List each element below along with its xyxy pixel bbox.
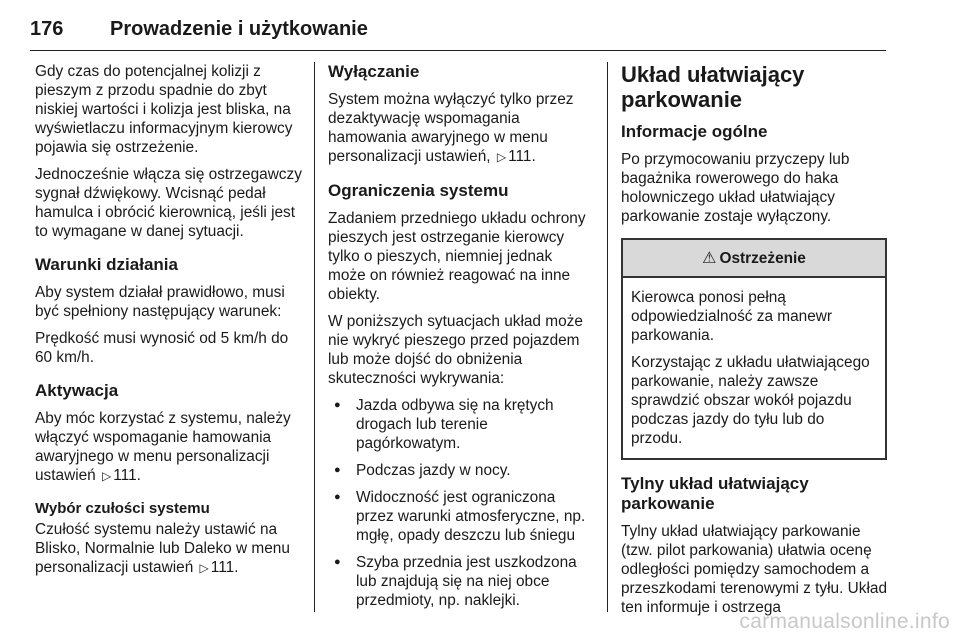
heading-tylny: Tylny układ ułatwiający parkowanie [621,474,809,513]
paragraph: Tylny układ ułatwiający parkowanie (tzw. pilot parkowania) ułatwia ocenę odległości pomiędzy samochodem a przeszkodami terenowymi z tyłu. Układ ten informuje i ostrzega [621,523,888,616]
paragraph: W poniższych sytuacjach układ może nie wykryć pieszego przed pojazdem lub może dojść do obniżenia skuteczności wykrywania: [328,313,583,387]
heading-aktywacja: Aktywacja [35,381,119,400]
page-reference-link[interactable]: 111. [508,148,536,165]
paragraph: Po przymocowaniu przyczepy lub bagażnika rowerowego do haka holowniczego układ ułatwiający parkowanie zostaje wyłączony. [621,151,850,225]
paragraph: Aby system działał prawidłowo, musi być spełniony następujący warunek: [35,284,285,320]
list-item: ● Podczas jazdy w nocy. [328,461,593,480]
paragraph: Zadaniem przedniego układu ochrony pieszych jest ostrzeganie kierowcy tylko o pieszych, niemniej jednak może on również reagować na inne obiekty. [328,210,586,303]
paragraph: System można wyłączyć tylko przez dezaktywację wspomagania hamowania awaryjnego w menu personalizacji ustawień, ▷ 111. [328,91,574,165]
heading-ograniczenia: Ograniczenia systemu [328,181,509,200]
paragraph: Kierowca ponosi pełną odpowiedzialność za manewr parkowania. [631,289,833,344]
column-2 [328,62,593,618]
warning-box [621,238,887,460]
list-item: ● Jazda odbywa się na krętych drogach lub terenie pagórkowatym. [328,396,593,453]
warning-title: Ostrzeżenie [719,249,806,267]
section-title: Układ ułatwiający parkowanie [621,62,805,112]
page-reference-icon: ▷ [199,561,209,575]
page-reference-link[interactable]: 111. [113,467,141,484]
watermark: carmanualsonline.info [739,610,950,633]
list-item: ● Widoczność jest ograniczona przez warunki atmosferyczne, np. mgłę, opady deszczu lub śniegu [328,488,593,545]
warning-icon: ⚠ [702,249,717,267]
page-reference-icon: ▷ [102,469,112,483]
paragraph: Prędkość musi wynosić od 5 km/h do 60 km/h. [35,330,289,366]
column-3 [621,62,887,625]
heading-wybor: Wybór czułości systemu [35,500,210,517]
column-1 [35,62,303,586]
heading-wylaczanie: Wyłączanie [328,62,420,81]
bullet-list [328,396,593,610]
page-number: 176 [30,18,64,40]
paragraph: Gdy czas do potencjalnej kolizji z pieszym z przodu spadnie do zbyt niskiej wartości i kolizja jest bliska, na wyświetlaczu informacyjnym kierowcy pojawia się ostrzeżenie. [35,63,293,156]
column-divider [607,62,608,612]
chapter-title: Prowadzenie i użytkowanie [110,18,368,40]
heading-info: Informacje ogólne [621,122,768,141]
warning-body [623,278,885,458]
list-item: ● Szyba przednia jest uszkodzona lub znajdują się na niej obce przedmioty, np. naklejki. [328,553,593,610]
paragraph: Czułość systemu należy ustawić na Blisko, Normalnie lub Daleko w menu personalizacji ustawień ▷ 111. [35,521,290,576]
page-header [30,18,886,51]
column-divider [314,62,315,612]
heading-warunki: Warunki działania [35,255,178,274]
paragraph: Aby móc korzystać z systemu, należy włączyć wspomaganie hamowania awaryjnego w menu personalizacji ustawień ▷ 111. [35,410,291,484]
page-reference-icon: ▷ [496,150,507,164]
paragraph: Korzystając z układu ułatwiającego parkowanie, należy zawsze sprawdzić obszar wokół pojazdu podczas jazdy do tyłu lub do przodu. [631,354,870,447]
paragraph: Jednocześnie włącza się ostrzegawczy sygnał dźwiękowy. Wcisnąć pedał hamulca i obrócić kierownicą, jeśli jest to wymagane w danej sytuacji. [35,166,302,240]
warning-header [623,240,885,278]
page-reference-link[interactable]: 111. [210,559,239,576]
